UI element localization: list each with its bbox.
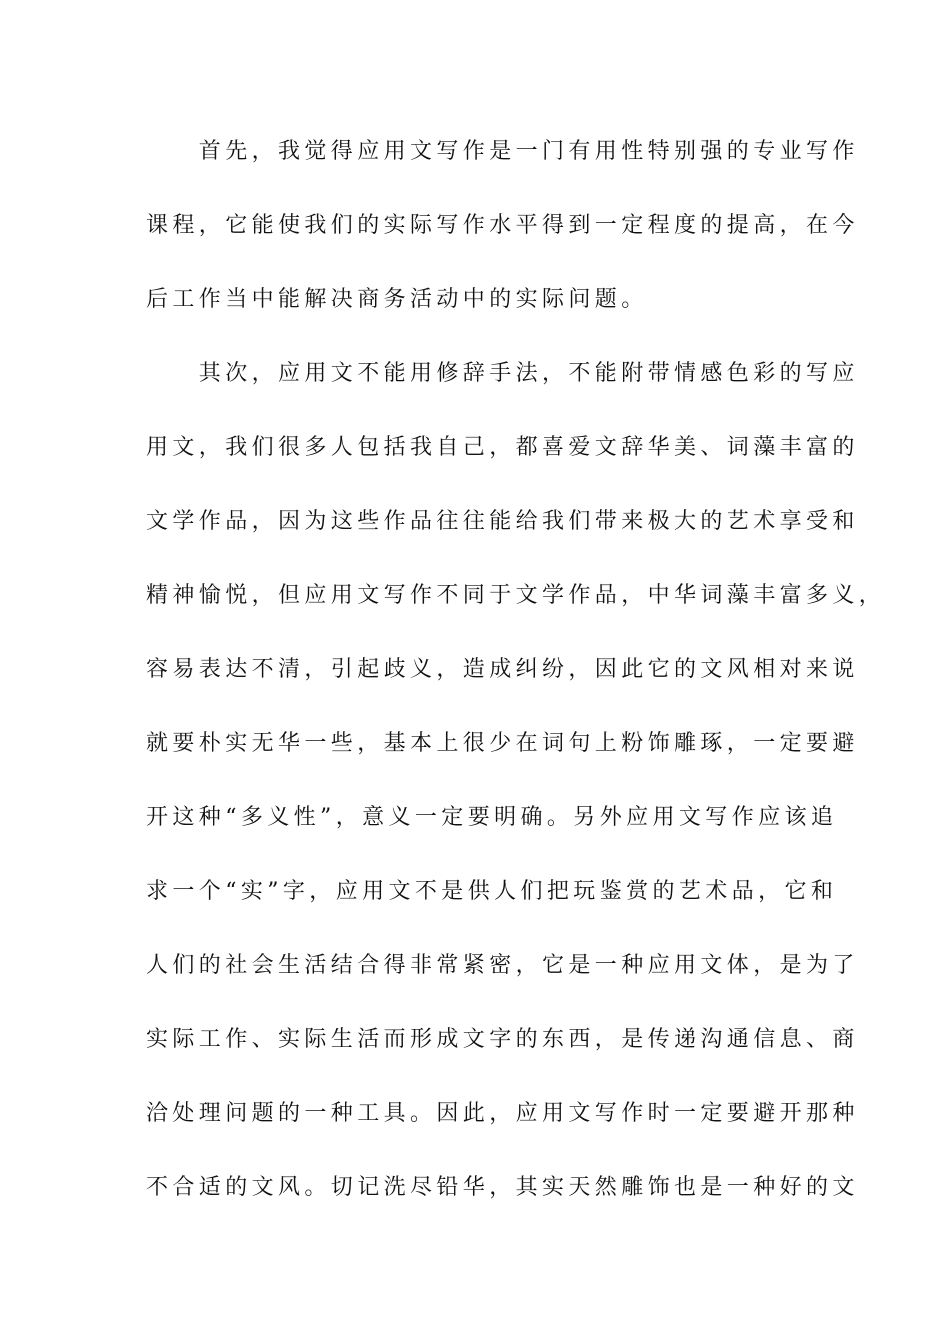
- text-line: 后工作当中能解决商务活动中的实际问题。: [146, 287, 648, 312]
- text-line: 就要朴实无华一些，基本上很少在词句上粉饰雕琢，一定要避: [146, 731, 859, 756]
- text-line: 课程，它能使我们的实际写作水平得到一定程度的提高，在今: [146, 213, 859, 238]
- text-line: 首先，我觉得应用文写作是一门有用性特别强的专业写作: [146, 139, 859, 164]
- body-text: [146, 130, 886, 1240]
- text-line: 文学作品，因为这些作品往往能给我们带来极大的艺术享受和: [146, 509, 859, 534]
- text-line: 洽处理问题的一种工具。因此，应用文写作时一定要避开那种: [146, 1101, 859, 1126]
- text-line: 开这种“多义性”，意义一定要明确。另外应用文写作应该追: [146, 805, 838, 830]
- text-line: 容易表达不清，引起歧义，造成纠纷，因此它的文风相对来说: [146, 657, 859, 682]
- text-line: 精神愉悦，但应用文写作不同于文学作品，中华词藻丰富多义，: [146, 583, 886, 608]
- text-line: 实际工作、实际生活而形成文字的东西，是传递沟通信息、商: [146, 1027, 859, 1052]
- text-line: 其次，应用文不能用修辞手法，不能附带情感色彩的写应: [146, 361, 859, 386]
- text-line: 求一个“实”字，应用文不是供人们把玩鉴赏的艺术品，它和: [146, 879, 838, 904]
- text-line: 人们的社会生活结合得非常紧密，它是一种应用文体，是为了: [146, 953, 859, 978]
- text-line: 用文，我们很多人包括我自己，都喜爱文辞华美、词藻丰富的: [146, 435, 859, 460]
- text-line: 不合适的文风。切记洗尽铅华，其实天然雕饰也是一种好的文: [146, 1175, 859, 1200]
